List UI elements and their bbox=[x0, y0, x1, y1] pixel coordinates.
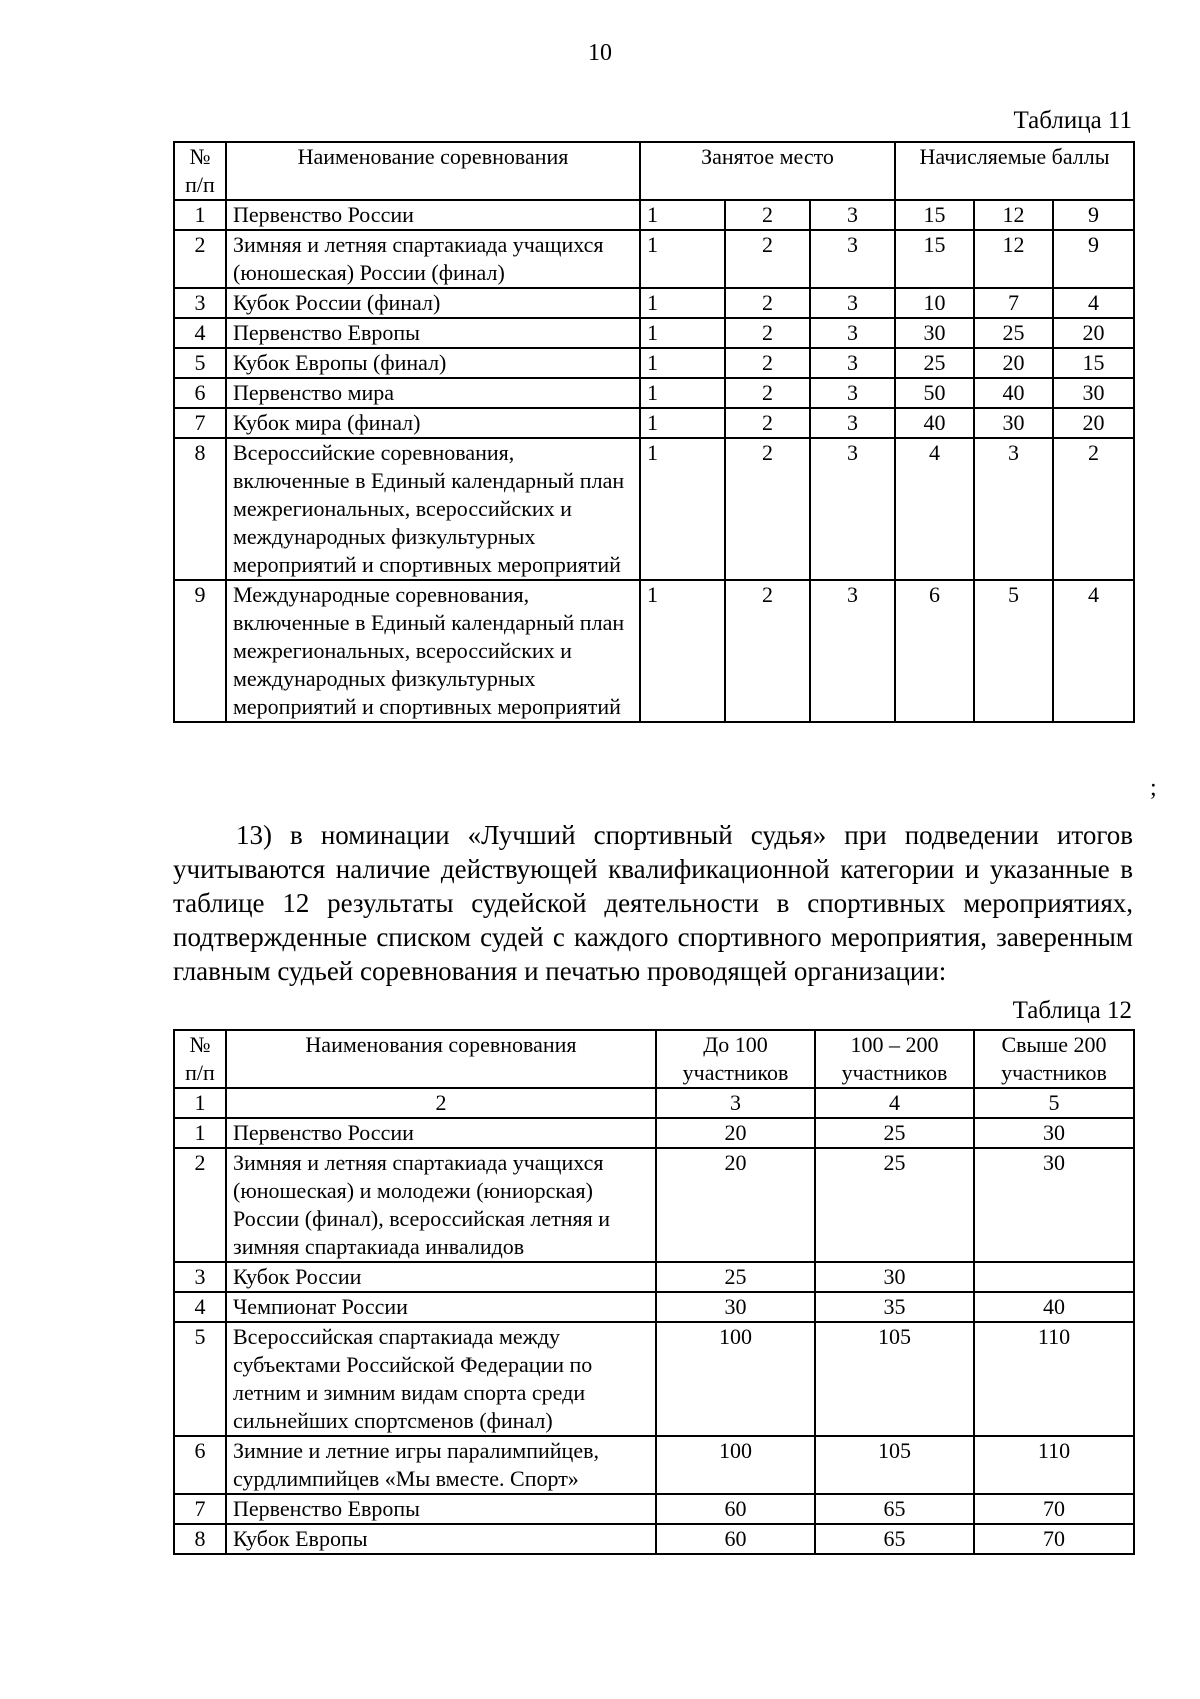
row-number: 1 bbox=[174, 200, 226, 230]
place-3: 3 bbox=[810, 408, 895, 438]
header-points: Начисляемые баллы bbox=[895, 142, 1134, 200]
row-number: 8 bbox=[174, 1524, 226, 1554]
place-2: 2 bbox=[725, 408, 810, 438]
competition-name: Кубок России bbox=[226, 1262, 656, 1292]
competition-name: Зимняя и летняя спартакиада учащихся (юношеская) России (финал) bbox=[226, 230, 640, 288]
header-under-100: До 100 участников bbox=[656, 1030, 815, 1088]
place-1: 1 bbox=[640, 230, 725, 288]
place-3: 3 bbox=[810, 318, 895, 348]
points-2: 3 bbox=[974, 438, 1053, 580]
row-number: 3 bbox=[174, 1262, 226, 1292]
points-1: 15 bbox=[895, 200, 974, 230]
points-2: 40 bbox=[974, 378, 1053, 408]
place-2: 2 bbox=[725, 200, 810, 230]
table-row bbox=[174, 288, 1134, 318]
table-11 bbox=[173, 141, 1135, 723]
points-3: 2 bbox=[1053, 438, 1134, 580]
value-over-200: 70 bbox=[974, 1524, 1134, 1554]
competition-name: Кубок России (финал) bbox=[226, 288, 640, 318]
row-number: 4 bbox=[174, 318, 226, 348]
place-2: 2 bbox=[725, 288, 810, 318]
row-number: 3 bbox=[174, 288, 226, 318]
place-2: 2 bbox=[725, 378, 810, 408]
value-under-100: 60 bbox=[656, 1524, 815, 1554]
competition-name: Кубок Европы (финал) bbox=[226, 348, 640, 378]
table-row bbox=[174, 1436, 1134, 1494]
place-3: 3 bbox=[810, 438, 895, 580]
value-100-200: 30 bbox=[815, 1262, 974, 1292]
table-row bbox=[174, 438, 1134, 580]
value-100-200: 25 bbox=[815, 1118, 974, 1148]
table-11-trailing-semicolon: ; bbox=[1150, 775, 1157, 801]
place-3: 3 bbox=[810, 230, 895, 288]
competition-name: Первенство мира bbox=[226, 378, 640, 408]
points-2: 20 bbox=[974, 348, 1053, 378]
points-3: 20 bbox=[1053, 408, 1134, 438]
value-100-200: 65 bbox=[815, 1524, 974, 1554]
points-1: 6 bbox=[895, 580, 974, 722]
header-num: № п/п bbox=[174, 1030, 226, 1088]
header-over-200: Свыше 200 участников bbox=[974, 1030, 1134, 1088]
index-cell: 5 bbox=[974, 1088, 1134, 1118]
table-row bbox=[174, 348, 1134, 378]
place-1: 1 bbox=[640, 580, 725, 722]
place-3: 3 bbox=[810, 200, 895, 230]
competition-name: Зимние и летние игры паралимпийцев, сурдлимпийцев «Мы вместе. Спорт» bbox=[226, 1436, 656, 1494]
row-number: 7 bbox=[174, 1494, 226, 1524]
index-cell: 3 bbox=[656, 1088, 815, 1118]
place-2: 2 bbox=[725, 348, 810, 378]
points-2: 25 bbox=[974, 318, 1053, 348]
competition-name: Первенство Европы bbox=[226, 318, 640, 348]
table-12-caption: Таблица 12 bbox=[1012, 997, 1132, 1024]
value-under-100: 100 bbox=[656, 1322, 815, 1436]
place-2: 2 bbox=[725, 318, 810, 348]
competition-name: Кубок Европы bbox=[226, 1524, 656, 1554]
value-under-100: 100 bbox=[656, 1436, 815, 1494]
place-1: 1 bbox=[640, 408, 725, 438]
value-100-200: 105 bbox=[815, 1322, 974, 1436]
table-row bbox=[174, 1118, 1134, 1148]
place-1: 1 bbox=[640, 200, 725, 230]
table-row bbox=[174, 1494, 1134, 1524]
table-12 bbox=[173, 1029, 1135, 1555]
header-num: № п/п bbox=[174, 142, 226, 200]
competition-name: Зимняя и летняя спартакиада учащихся (юношеская) и молодежи (юниорская) России (финал), всероссийская летняя и зимняя спартакиада инвалидов bbox=[226, 1148, 656, 1262]
value-under-100: 30 bbox=[656, 1292, 815, 1322]
table-row bbox=[174, 1292, 1134, 1322]
value-over-200: 30 bbox=[974, 1148, 1134, 1262]
row-number: 2 bbox=[174, 1148, 226, 1262]
place-1: 1 bbox=[640, 288, 725, 318]
competition-name: Первенство России bbox=[226, 1118, 656, 1148]
table-row bbox=[174, 378, 1134, 408]
value-over-200: 40 bbox=[974, 1292, 1134, 1322]
header-name: Наименование соревнования bbox=[226, 142, 640, 200]
points-1: 25 bbox=[895, 348, 974, 378]
row-number: 4 bbox=[174, 1292, 226, 1322]
points-1: 10 bbox=[895, 288, 974, 318]
row-number: 6 bbox=[174, 1436, 226, 1494]
value-under-100: 25 bbox=[656, 1262, 815, 1292]
table-index-row bbox=[174, 1088, 1134, 1118]
header-place: Занятое место bbox=[640, 142, 895, 200]
table-11-body bbox=[174, 200, 1134, 722]
place-2: 2 bbox=[725, 580, 810, 722]
points-2: 30 bbox=[974, 408, 1053, 438]
table-row bbox=[174, 200, 1134, 230]
row-number: 9 bbox=[174, 580, 226, 722]
place-1: 1 bbox=[640, 438, 725, 580]
place-2: 2 bbox=[725, 230, 810, 288]
place-3: 3 bbox=[810, 580, 895, 722]
row-number: 7 bbox=[174, 408, 226, 438]
table-row bbox=[174, 230, 1134, 288]
value-over-200: 110 bbox=[974, 1436, 1134, 1494]
competition-name: Всероссийские соревнования, включенные в Единый календарный план межрегиональных, всероссийских и международных физкультурных мероприятий и спортивных мероприятий bbox=[226, 438, 640, 580]
table-header-row bbox=[174, 1030, 1134, 1088]
points-2: 5 bbox=[974, 580, 1053, 722]
points-3: 20 bbox=[1053, 318, 1134, 348]
points-1: 50 bbox=[895, 378, 974, 408]
row-number: 5 bbox=[174, 1322, 226, 1436]
row-number: 6 bbox=[174, 378, 226, 408]
header-name: Наименования соревнования bbox=[226, 1030, 656, 1088]
value-under-100: 20 bbox=[656, 1118, 815, 1148]
points-3: 4 bbox=[1053, 580, 1134, 722]
competition-name: Первенство Европы bbox=[226, 1494, 656, 1524]
row-number: 5 bbox=[174, 348, 226, 378]
value-under-100: 60 bbox=[656, 1494, 815, 1524]
value-over-200: 70 bbox=[974, 1494, 1134, 1524]
competition-name: Первенство России bbox=[226, 200, 640, 230]
points-3: 9 bbox=[1053, 230, 1134, 288]
paragraph-13: 13) в номинации «Лучший спортивный судья» при подведении итогов учитываются наличие действующей квалификационной категории и указанные в таблице 12 результаты судейской деятельности в спортивных мероприятиях, подтвержденные списком судей с каждого спортивного мероприятия, заверенным главным судьей соревнования и печатью проводящей организации: bbox=[173, 820, 1133, 986]
points-1: 40 bbox=[895, 408, 974, 438]
value-over-200: 30 bbox=[974, 1118, 1134, 1148]
points-3: 9 bbox=[1053, 200, 1134, 230]
index-cell: 2 bbox=[226, 1088, 656, 1118]
table-header-row bbox=[174, 142, 1134, 200]
place-3: 3 bbox=[810, 288, 895, 318]
points-2: 7 bbox=[974, 288, 1053, 318]
index-cell: 1 bbox=[174, 1088, 226, 1118]
points-3: 30 bbox=[1053, 378, 1134, 408]
place-3: 3 bbox=[810, 378, 895, 408]
points-2: 12 bbox=[974, 200, 1053, 230]
value-under-100: 20 bbox=[656, 1148, 815, 1262]
table-row bbox=[174, 1322, 1134, 1436]
page-number: 10 bbox=[588, 40, 612, 66]
place-1: 1 bbox=[640, 348, 725, 378]
value-over-200 bbox=[974, 1262, 1134, 1292]
row-number: 1 bbox=[174, 1118, 226, 1148]
place-3: 3 bbox=[810, 348, 895, 378]
table-row bbox=[174, 580, 1134, 722]
competition-name: Международные соревнования, включенные в Единый календарный план межрегиональных, всероссийских и международных физкультурных мероприятий и спортивных мероприятий bbox=[226, 580, 640, 722]
competition-name: Всероссийская спартакиада между субъектами Российской Федерации по летним и зимним видам спорта среди сильнейших спортсменов (финал) bbox=[226, 1322, 656, 1436]
table-row bbox=[174, 1148, 1134, 1262]
table-11-caption: Таблица 11 bbox=[1013, 107, 1132, 134]
table-row bbox=[174, 1262, 1134, 1292]
value-over-200: 110 bbox=[974, 1322, 1134, 1436]
competition-name: Кубок мира (финал) bbox=[226, 408, 640, 438]
points-2: 12 bbox=[974, 230, 1053, 288]
points-1: 4 bbox=[895, 438, 974, 580]
row-number: 2 bbox=[174, 230, 226, 288]
place-1: 1 bbox=[640, 378, 725, 408]
place-2: 2 bbox=[725, 438, 810, 580]
competition-name: Чемпионат России bbox=[226, 1292, 656, 1322]
points-1: 15 bbox=[895, 230, 974, 288]
index-cell: 4 bbox=[815, 1088, 974, 1118]
table-row bbox=[174, 408, 1134, 438]
row-number: 8 bbox=[174, 438, 226, 580]
points-1: 30 bbox=[895, 318, 974, 348]
table-row bbox=[174, 318, 1134, 348]
table-12-body bbox=[174, 1118, 1134, 1554]
value-100-200: 25 bbox=[815, 1148, 974, 1262]
value-100-200: 65 bbox=[815, 1494, 974, 1524]
table-row bbox=[174, 1524, 1134, 1554]
points-3: 4 bbox=[1053, 288, 1134, 318]
value-100-200: 35 bbox=[815, 1292, 974, 1322]
points-3: 15 bbox=[1053, 348, 1134, 378]
header-100-200: 100 – 200 участников bbox=[815, 1030, 974, 1088]
place-1: 1 bbox=[640, 318, 725, 348]
value-100-200: 105 bbox=[815, 1436, 974, 1494]
